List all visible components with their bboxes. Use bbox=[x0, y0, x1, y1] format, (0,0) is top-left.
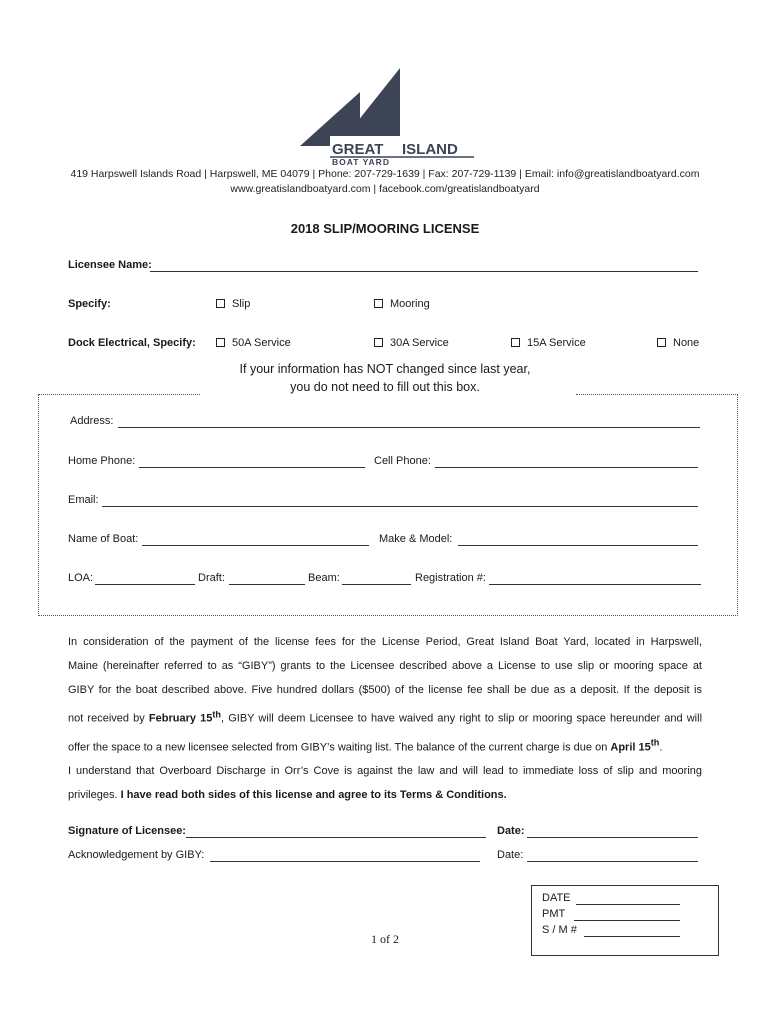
draft-label: Draft: bbox=[198, 572, 225, 584]
beam-label: Beam: bbox=[308, 572, 340, 584]
home-phone-field[interactable] bbox=[139, 467, 365, 468]
licensee-name-label: Licensee Name: bbox=[68, 259, 152, 271]
15a-service-checkbox[interactable] bbox=[511, 337, 586, 349]
office-date-field[interactable] bbox=[576, 904, 680, 905]
logo-word-island: ISLAND bbox=[402, 141, 458, 158]
checkbox-icon bbox=[216, 299, 225, 308]
balance-deadline: April 15 bbox=[610, 741, 651, 754]
box-top-border-right bbox=[576, 394, 738, 395]
signature-label: Signature of Licensee: bbox=[68, 825, 186, 837]
30a-service-label: 30A Service bbox=[390, 337, 449, 349]
office-pmt-row: PMT bbox=[542, 908, 566, 920]
slip-checkbox[interactable] bbox=[216, 298, 250, 310]
loa-label: LOA: bbox=[68, 572, 94, 584]
deposit-deadline: February 15 bbox=[148, 712, 213, 725]
checkbox-icon bbox=[374, 299, 383, 308]
box-top-border-left bbox=[38, 394, 200, 395]
boat-name-field[interactable] bbox=[142, 545, 369, 546]
home-phone-label: Home Phone: bbox=[68, 455, 136, 467]
acknowledgement-field[interactable] bbox=[210, 861, 480, 862]
15a-service-label: 15A Service bbox=[527, 337, 586, 349]
terms-line-4: not received by February 15th, GIBY will deem Licensee to have waived any right to slip or mooring space hereunder and will bbox=[68, 709, 703, 725]
none-checkbox[interactable] bbox=[657, 337, 699, 349]
terms-line-1: In consideration of the payment of the license fees for the License Period, Great Island Boat Yard, located in Harpswell, bbox=[68, 636, 702, 648]
make-model-field[interactable] bbox=[458, 545, 698, 546]
boat-name-label: Name of Boat: bbox=[68, 533, 139, 545]
signature-date-field[interactable] bbox=[527, 837, 698, 838]
checkbox-icon bbox=[657, 338, 666, 347]
draft-field[interactable] bbox=[229, 584, 305, 585]
email-field[interactable] bbox=[102, 506, 698, 507]
office-pmt-field[interactable] bbox=[574, 920, 680, 921]
specify-label: Specify: bbox=[68, 298, 111, 310]
slip-checkbox-label: Slip bbox=[232, 298, 251, 310]
dock-electrical-label: Dock Electrical, Specify: bbox=[68, 337, 196, 349]
notice-line-1: If your information has NOT changed since last year, bbox=[239, 362, 531, 376]
checkbox-icon bbox=[374, 338, 383, 347]
office-sm-row: S / M # bbox=[542, 924, 577, 936]
terms-line-5: offer the space to a new licensee selected from GIBY’s waiting list. The balance of the current charge is due on April 15th. bbox=[68, 737, 663, 754]
acknowledgement-date-label: Date: bbox=[497, 849, 524, 861]
email-label: Email: bbox=[68, 494, 99, 506]
checkbox-icon bbox=[216, 338, 225, 347]
terms-line-6: I understand that Overboard Discharge in Orr’s Cove is against the law and will lead to immediate loss of slip and mooring bbox=[68, 765, 702, 778]
acknowledgement-label: Acknowledgement by GIBY: bbox=[68, 849, 205, 861]
logo-subtitle: BOAT YARD bbox=[332, 157, 390, 166]
agreement-statement: I have read both sides of this license and agree to its Terms & Conditions. bbox=[120, 789, 507, 802]
loa-field[interactable] bbox=[95, 584, 195, 585]
address-label: Address: bbox=[70, 415, 114, 427]
logo-word-great: GREAT bbox=[332, 141, 384, 158]
beam-field[interactable] bbox=[342, 584, 411, 585]
50a-service-checkbox[interactable] bbox=[216, 337, 291, 349]
50a-service-label: 50A Service bbox=[232, 337, 291, 349]
address-field[interactable] bbox=[118, 427, 700, 428]
company-logo bbox=[298, 66, 476, 166]
registration-field[interactable] bbox=[489, 584, 701, 585]
cell-phone-field[interactable] bbox=[435, 467, 698, 468]
terms-line-2: Maine (hereinafter referred to as “GIBY”) grants to the Licensee described above a License to use slip or mooring space at bbox=[68, 660, 702, 672]
terms-line-3: GIBY for the boat described above. Five hundred dollars ($500) of the license fee shall be due as a deposit. If the deposit is bbox=[68, 684, 702, 696]
license-terms-paragraph bbox=[68, 630, 702, 807]
signature-field[interactable] bbox=[186, 837, 486, 838]
signature-date-label: Date: bbox=[497, 825, 525, 837]
page-number: 1 of 2 bbox=[371, 932, 399, 946]
30a-service-checkbox[interactable] bbox=[374, 337, 449, 349]
licensee-name-field[interactable] bbox=[150, 271, 698, 272]
page-title: 2018 SLIP/MOORING LICENSE bbox=[290, 221, 480, 236]
acknowledgement-date-field[interactable] bbox=[527, 861, 698, 862]
notice-line-2: you do not need to fill out this box. bbox=[290, 380, 480, 394]
mooring-checkbox-label: Mooring bbox=[390, 298, 430, 310]
cell-phone-label: Cell Phone: bbox=[374, 455, 431, 467]
none-label: None bbox=[673, 337, 700, 349]
terms-line-7: privileges. I have read both sides of this license and agree to its Terms & Conditions. bbox=[68, 789, 507, 802]
contact-web-line: www.greatislandboatyard.com | facebook.com/greatislandboatyard bbox=[230, 183, 540, 195]
mooring-checkbox[interactable] bbox=[374, 298, 430, 310]
registration-label: Registration #: bbox=[415, 572, 486, 584]
office-date-row: DATE bbox=[542, 892, 571, 904]
make-model-label: Make & Model: bbox=[379, 533, 453, 545]
checkbox-icon bbox=[511, 338, 520, 347]
contact-address-line: 419 Harpswell Islands Road | Harpswell, ME 04079 | Phone: 207-729-1639 | Fax: 207-729-1139 | Email: info@greatislandboatyard.com bbox=[70, 168, 700, 180]
